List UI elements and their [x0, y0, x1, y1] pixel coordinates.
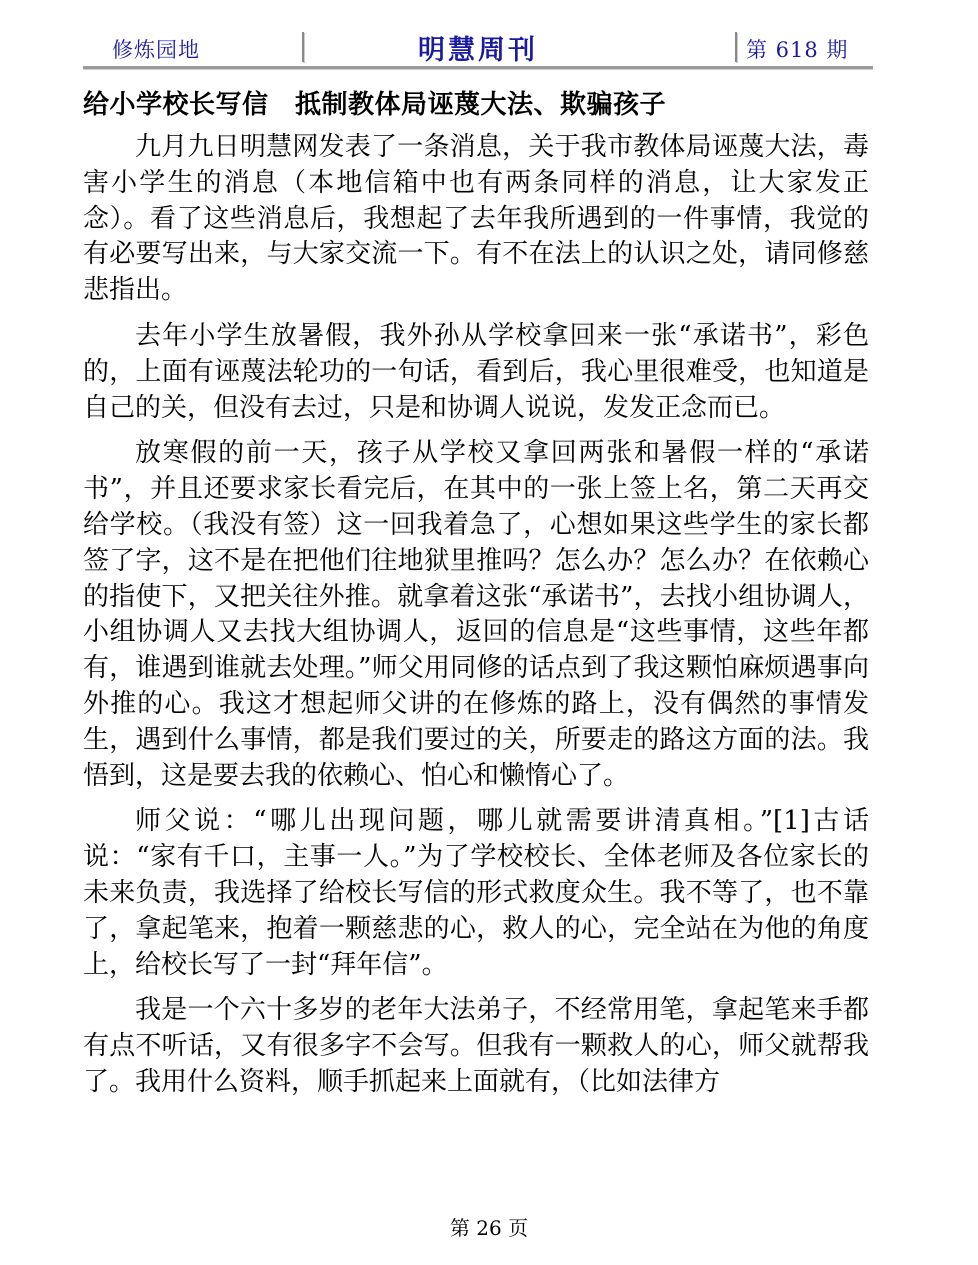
- publication-title: 明慧周刊: [418, 35, 538, 66]
- header-rule: [83, 66, 873, 69]
- page-number: 第 26 页: [449, 1216, 529, 1240]
- article-paragraph: 九月九日明慧网发表了一条消息，关于我市教体局诬蔑大法，毒害小学生的消息（本地信箱中也有两条同样的消息，让大家发正念）。看了这些消息后，我想起了去年我所遇到的一件事情，我觉的有必要写出来，与大家交流一下。有不在法上的认识之处，请同修慈悲指出。: [83, 132, 869, 306]
- article-paragraph: 去年小学生放暑假，我外孙从学校拿回来一张“承诺书”，彩色的，上面有诬蔑法轮功的一句话，看到后，我心里很难受，也知道是自己的关，但没有去过，只是和协调人说说，发发正念而已。: [83, 320, 869, 423]
- section-name: 修炼园地: [112, 38, 200, 62]
- article-title: 给小学校长写信 抵制教体局诬蔑大法、欺骗孩子: [83, 90, 667, 120]
- article-paragraph: 放寒假的前一天，孩子从学校又拿回两张和暑假一样的“承诺书”，并且还要求家长看完后，在其中的一张上签上名，第二天再交给学校。（我没有签）这一回我着急了，心想如果这些学生的家长都签了字，这不是在把他们往地狱里推吗？怎么办？怎么办？在依赖心的指使下，又把关往外推。就拿着这张“承诺书”，去找小组协调人，小组协调人又去找大组协调人，返回的信息是“这些事情，这些年都有，谁遇到谁就去处理。”师父用同修的话点到了我这颗怕麻烦遇事向外推的心。我这才想起师父讲的在修炼的路上，没有偶然的事情发生，遇到什么事情，都是我们要过的关，所要走的路这方面的法。我悟到，这是要去我的依赖心、怕心和懒惰心了。: [83, 438, 869, 791]
- page-header: [83, 26, 873, 68]
- article-paragraph: 师父说：“哪儿出现问题，哪儿就需要讲清真相。”[1]古话说：“家有千口，主事一人。”为了学校校长、全体老师及各位家长的未来负责，我选择了给校长写信的形式救度众生。我不等了，也不靠了，拿起笔来，抱着一颗慈悲的心，救人的心，完全站在为他的角度上，给校长写了一封“拜年信”。: [83, 806, 869, 980]
- header-divider-right: [735, 32, 737, 62]
- article: [83, 86, 869, 1111]
- article-paragraph: 我是一个六十多岁的老年大法弟子，不经常用笔，拿起笔来手都有点不听话，又有很多字不会写。但我有一颗救人的心，师父就帮我了。我用什么资料，顺手抓起来上面就有，（比如法律方: [83, 995, 869, 1097]
- issue-number: 第 618 期: [746, 38, 849, 62]
